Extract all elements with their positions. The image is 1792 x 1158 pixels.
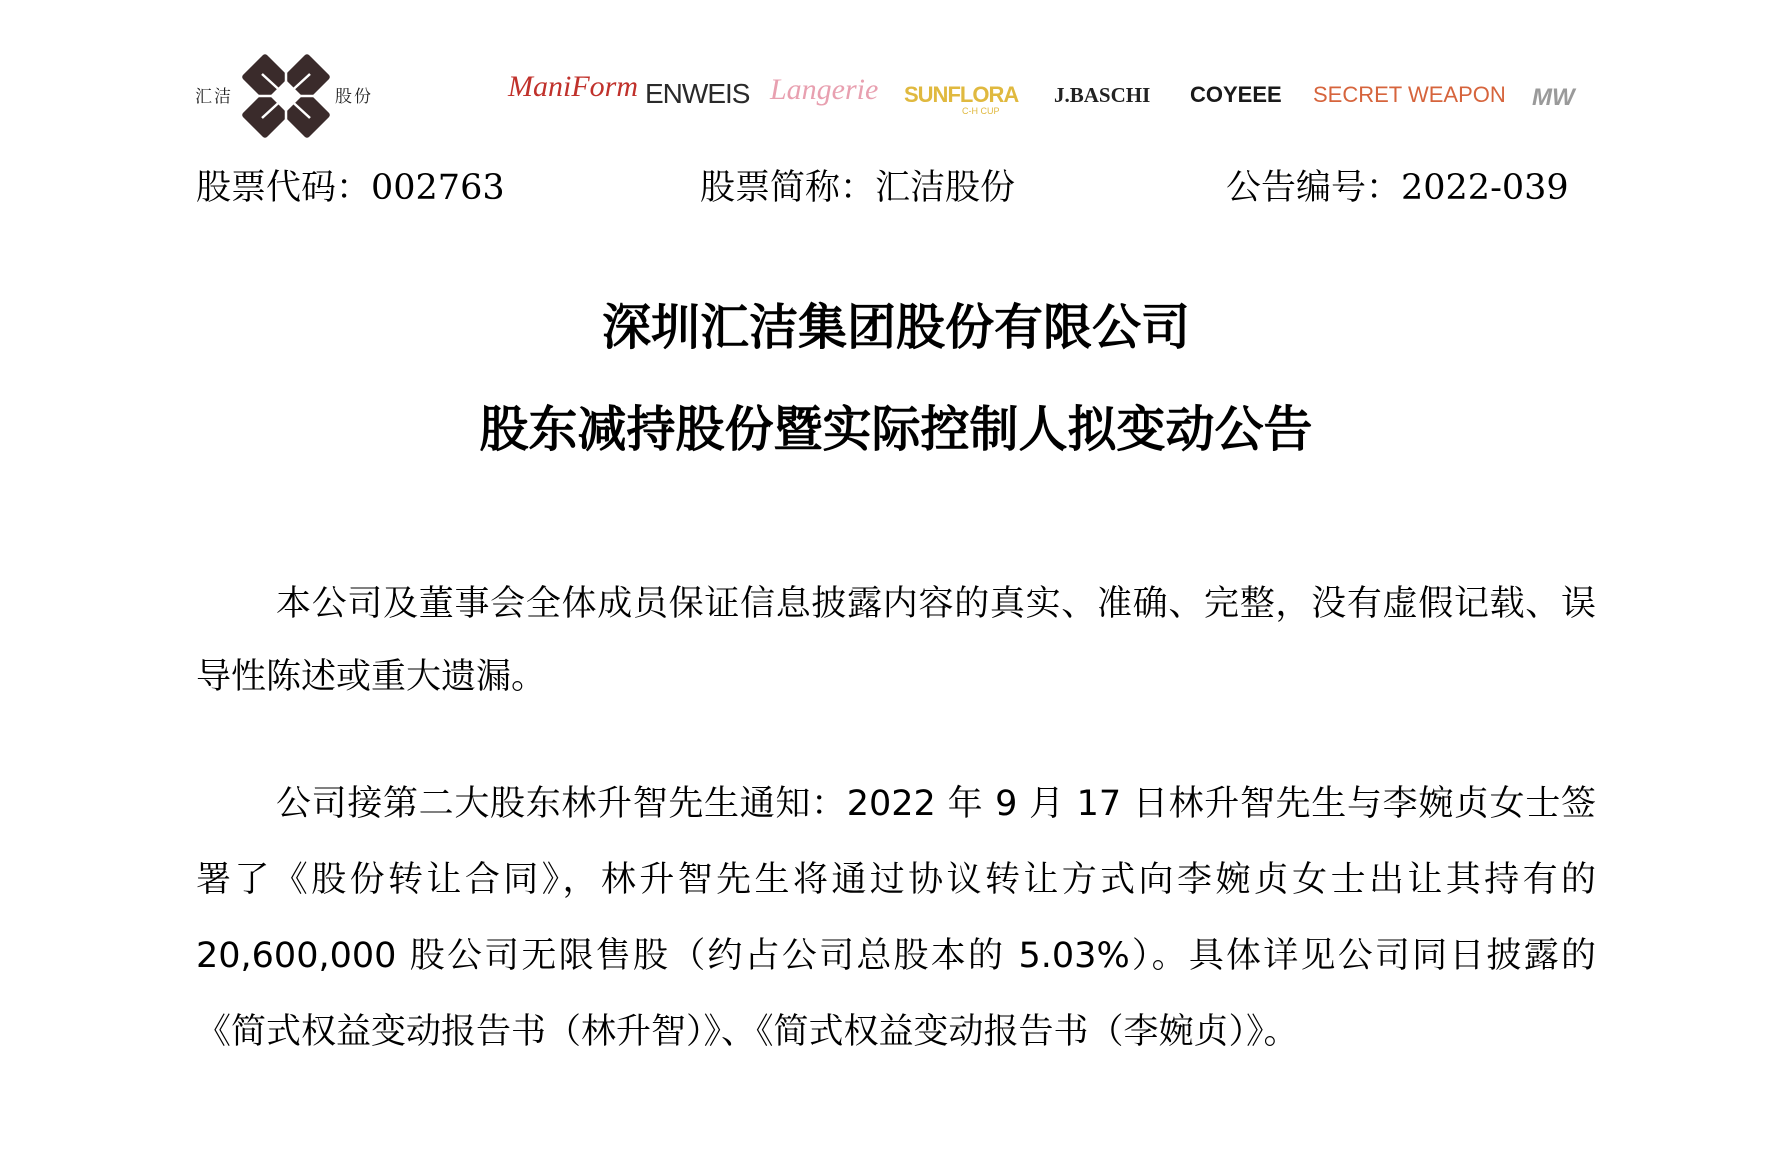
brand-sunflora-logo: SUNFLORA	[904, 82, 1019, 107]
announcement-title: 股东减持股份暨实际控制人拟变动公告	[479, 401, 1313, 458]
stock-short-name: 股票简称：汇洁股份	[700, 168, 1016, 208]
company-title: 深圳汇洁集团股份有限公司	[601, 299, 1190, 356]
stock-code: 股票代码：002763	[196, 168, 505, 208]
brand-sunflora-subtitle: C-H CUP	[962, 106, 1000, 116]
brand-langerie-logo: Langerie	[770, 73, 879, 106]
brand-enweis-logo: ENWEIS	[645, 78, 750, 109]
company-logo-emblem-icon	[242, 54, 330, 138]
brand-secret-weapon-logo: SECRET WEAPON	[1313, 82, 1506, 107]
brand-jbaschi-logo: J.BASCHI	[1054, 83, 1151, 107]
company-logo-right-text: 股份	[335, 87, 373, 107]
body-paragraph: 公司接第二大股东林升智先生通知：2022 年 9 月 17 日林升智先生与李婉贞女士签署了《股份转让合同》，林升智先生将通过协议转让方式向李婉贞女士出让其持有的 20,600,000 股公司无限售股（约占公司总股本的 5.03%）。具体详见公司同日披露的《简式权益变动报告书（林升智）》、《简式权益变动报告书（李婉贞）》。	[196, 784, 1596, 1052]
announcement-number: 公告编号：2022-039	[1226, 168, 1569, 208]
brand-mw-logo	[1532, 84, 1590, 108]
brand-mw-text: MW	[1532, 84, 1575, 108]
company-logo-left-text: 汇洁	[195, 87, 233, 107]
brand-maniform-logo: ManiForm	[508, 70, 638, 103]
disclosure-statement: 本公司及董事会全体成员保证信息披露内容的真实、准确、完整，没有虚假记载、误导性陈述或重大遗漏。	[196, 584, 1596, 697]
brand-coyeee-logo: COYEEE	[1190, 82, 1282, 107]
